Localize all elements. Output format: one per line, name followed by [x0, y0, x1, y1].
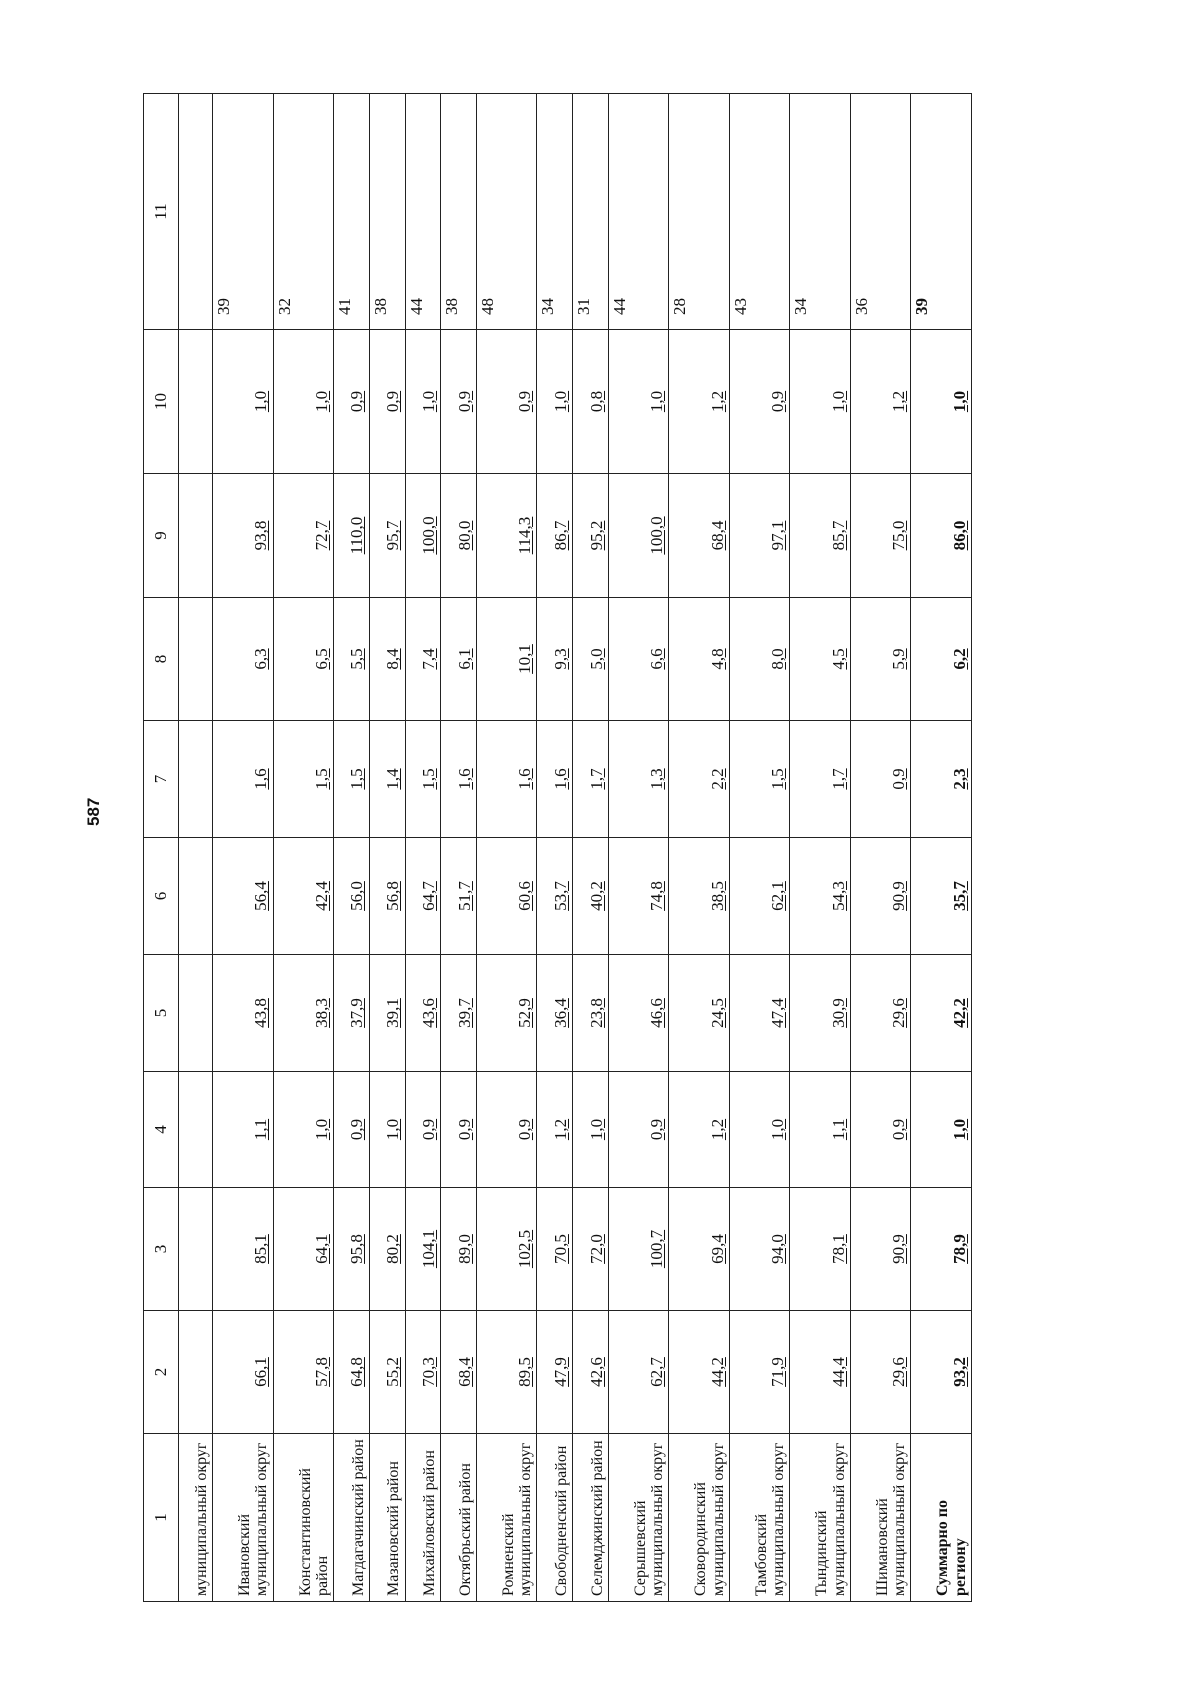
value-cell: 100,0	[608, 474, 668, 598]
column-header: 7	[144, 721, 179, 838]
value-cell: 94,0	[729, 1188, 789, 1311]
value-cell: 48	[476, 94, 536, 330]
district-name-cell: Шимановский муниципальный округ	[850, 1434, 910, 1602]
value-cell: 0,9	[729, 330, 789, 474]
value-cell: 90,9	[850, 1188, 910, 1311]
value-cell: 70,5	[537, 1188, 573, 1311]
value-cell: 90,9	[850, 838, 910, 955]
value-cell: 93,8	[213, 474, 273, 598]
value-cell: 110,0	[334, 474, 370, 598]
value-cell: 0,9	[476, 330, 536, 474]
value-cell: 1,0	[273, 330, 333, 474]
value-cell: 9,3	[537, 598, 573, 721]
value-cell: 1,5	[334, 721, 370, 838]
value-cell: 1,2	[537, 1072, 573, 1188]
value-cell: 8,4	[369, 598, 405, 721]
table-row	[476, 94, 536, 1602]
column-header: 3	[144, 1188, 179, 1311]
value-cell: 36,4	[537, 955, 573, 1072]
table-row	[334, 94, 370, 1602]
value-cell	[179, 94, 213, 330]
value-cell: 23,8	[573, 955, 609, 1072]
district-name-cell: Мазановский район	[369, 1434, 405, 1602]
value-cell: 30,9	[790, 955, 850, 1072]
value-cell: 7,4	[405, 598, 441, 721]
district-name-cell: Тындинский муниципальный округ	[790, 1434, 850, 1602]
value-cell: 42,2	[911, 955, 972, 1072]
value-cell	[179, 1311, 213, 1434]
value-cell	[179, 838, 213, 955]
value-cell: 4,8	[669, 598, 729, 721]
value-cell: 1,1	[213, 1072, 273, 1188]
value-cell: 47,4	[729, 955, 789, 1072]
district-name-cell: Ромненский муниципальный округ	[476, 1434, 536, 1602]
value-cell: 95,7	[369, 474, 405, 598]
value-cell: 8,0	[729, 598, 789, 721]
value-cell: 6,5	[273, 598, 333, 721]
value-cell: 62,1	[729, 838, 789, 955]
value-cell: 6,1	[441, 598, 477, 721]
value-cell: 102,5	[476, 1188, 536, 1311]
value-cell: 1,0	[573, 1072, 609, 1188]
value-cell: 0,8	[573, 330, 609, 474]
column-header: 9	[144, 474, 179, 598]
value-cell: 56,0	[334, 838, 370, 955]
table-row	[790, 94, 850, 1602]
value-cell: 1,2	[850, 330, 910, 474]
total-row	[911, 94, 972, 1602]
value-cell: 42,6	[573, 1311, 609, 1434]
value-cell: 80,2	[369, 1188, 405, 1311]
value-cell: 1,6	[213, 721, 273, 838]
value-cell: 89,0	[441, 1188, 477, 1311]
value-cell: 1,0	[608, 330, 668, 474]
value-cell: 38	[441, 94, 477, 330]
value-cell: 95,8	[334, 1188, 370, 1311]
value-cell: 6,3	[213, 598, 273, 721]
table-row	[608, 94, 668, 1602]
value-cell: 1,0	[790, 330, 850, 474]
column-header: 5	[144, 955, 179, 1072]
value-cell: 53,7	[537, 838, 573, 955]
table-row	[213, 94, 273, 1602]
table-row	[850, 94, 910, 1602]
value-cell: 1,2	[669, 1072, 729, 1188]
value-cell: 1,4	[369, 721, 405, 838]
value-cell: 5,9	[850, 598, 910, 721]
value-cell: 85,1	[213, 1188, 273, 1311]
value-cell: 68,4	[669, 474, 729, 598]
value-cell: 86,0	[911, 474, 972, 598]
value-cell: 46,6	[608, 955, 668, 1072]
value-cell: 31	[573, 94, 609, 330]
value-cell: 1,0	[729, 1072, 789, 1188]
value-cell: 86,7	[537, 474, 573, 598]
value-cell: 39,7	[441, 955, 477, 1072]
value-cell: 1,6	[537, 721, 573, 838]
value-cell: 78,1	[790, 1188, 850, 1311]
value-cell: 1,5	[273, 721, 333, 838]
value-cell: 0,9	[369, 330, 405, 474]
value-cell: 6,6	[608, 598, 668, 721]
value-cell: 10,1	[476, 598, 536, 721]
value-cell: 6,2	[911, 598, 972, 721]
value-cell: 39	[213, 94, 273, 330]
value-cell: 0,9	[405, 1072, 441, 1188]
value-cell: 42,4	[273, 838, 333, 955]
value-cell: 69,4	[669, 1188, 729, 1311]
value-cell: 1,5	[405, 721, 441, 838]
value-cell: 1,7	[573, 721, 609, 838]
column-header: 2	[144, 1311, 179, 1434]
value-cell: 44	[405, 94, 441, 330]
column-header: 6	[144, 838, 179, 955]
value-cell: 34	[537, 94, 573, 330]
value-cell: 0,9	[608, 1072, 668, 1188]
value-cell: 0,9	[850, 721, 910, 838]
value-cell: 0,9	[441, 1072, 477, 1188]
value-cell: 1,7	[790, 721, 850, 838]
value-cell: 43,8	[213, 955, 273, 1072]
district-name-cell: Ивановский муниципальный округ	[213, 1434, 273, 1602]
table-row	[729, 94, 789, 1602]
value-cell: 97,1	[729, 474, 789, 598]
district-name-cell: Михайловский район	[405, 1434, 441, 1602]
value-cell: 43,6	[405, 955, 441, 1072]
value-cell: 89,5	[476, 1311, 536, 1434]
value-cell: 44,2	[669, 1311, 729, 1434]
value-cell: 75,0	[850, 474, 910, 598]
value-cell: 1,0	[911, 330, 972, 474]
value-cell: 0,9	[476, 1072, 536, 1188]
value-cell: 57,8	[273, 1311, 333, 1434]
value-cell: 1,6	[441, 721, 477, 838]
value-cell: 80,0	[441, 474, 477, 598]
value-cell: 37,9	[334, 955, 370, 1072]
value-cell: 93,2	[911, 1311, 972, 1434]
table-body	[179, 94, 972, 1602]
data-table	[143, 93, 972, 1602]
table-row	[179, 94, 213, 1602]
value-cell: 2,3	[911, 721, 972, 838]
value-cell	[179, 1188, 213, 1311]
value-cell: 39	[911, 94, 972, 330]
value-cell: 55,2	[369, 1311, 405, 1434]
district-name-cell: Октябрьский район	[441, 1434, 477, 1602]
value-cell: 24,5	[669, 955, 729, 1072]
value-cell: 85,7	[790, 474, 850, 598]
value-cell: 40,2	[573, 838, 609, 955]
value-cell: 2,2	[669, 721, 729, 838]
district-name-cell: Серышевский муниципальный округ	[608, 1434, 668, 1602]
value-cell: 68,4	[441, 1311, 477, 1434]
table-row	[537, 94, 573, 1602]
value-cell: 56,8	[369, 838, 405, 955]
district-name-cell: Свободненский район	[537, 1434, 573, 1602]
value-cell: 95,2	[573, 474, 609, 598]
value-cell: 52,9	[476, 955, 536, 1072]
value-cell: 71,9	[729, 1311, 789, 1434]
table-row	[573, 94, 609, 1602]
table-row	[273, 94, 333, 1602]
value-cell	[179, 474, 213, 598]
value-cell: 4,5	[790, 598, 850, 721]
value-cell: 1,0	[369, 1072, 405, 1188]
value-cell: 72,0	[573, 1188, 609, 1311]
value-cell: 38,5	[669, 838, 729, 955]
value-cell: 44,4	[790, 1311, 850, 1434]
column-header: 4	[144, 1072, 179, 1188]
column-header: 10	[144, 330, 179, 474]
value-cell: 1,2	[669, 330, 729, 474]
value-cell: 5,0	[573, 598, 609, 721]
value-cell: 100,7	[608, 1188, 668, 1311]
header-row	[144, 94, 179, 1602]
district-name-cell: Магдагачинский район	[334, 1434, 370, 1602]
district-name-cell: Константиновский район	[273, 1434, 333, 1602]
value-cell: 29,6	[850, 955, 910, 1072]
value-cell: 64,7	[405, 838, 441, 955]
value-cell: 41	[334, 94, 370, 330]
value-cell: 56,4	[213, 838, 273, 955]
value-cell: 29,6	[850, 1311, 910, 1434]
column-header: 1	[144, 1434, 179, 1602]
column-header: 8	[144, 598, 179, 721]
district-name-cell: Тамбовский муниципальный округ	[729, 1434, 789, 1602]
table-row	[405, 94, 441, 1602]
table-row	[369, 94, 405, 1602]
value-cell: 39,1	[369, 955, 405, 1072]
value-cell: 35,7	[911, 838, 972, 955]
value-cell: 36	[850, 94, 910, 330]
value-cell: 34	[790, 94, 850, 330]
value-cell: 47,9	[537, 1311, 573, 1434]
value-cell: 51,7	[441, 838, 477, 955]
page-number: 587	[84, 797, 103, 826]
district-name-cell: муниципальный округ	[179, 1434, 213, 1602]
value-cell	[179, 330, 213, 474]
value-cell: 60,6	[476, 838, 536, 955]
data-table-rotated	[143, 94, 972, 1602]
value-cell: 66,1	[213, 1311, 273, 1434]
value-cell: 1,0	[405, 330, 441, 474]
value-cell: 1,0	[537, 330, 573, 474]
value-cell: 28	[669, 94, 729, 330]
value-cell: 0,9	[850, 1072, 910, 1188]
value-cell: 64,1	[273, 1188, 333, 1311]
value-cell: 100,0	[405, 474, 441, 598]
value-cell: 43	[729, 94, 789, 330]
value-cell: 1,0	[273, 1072, 333, 1188]
value-cell: 0,9	[334, 330, 370, 474]
value-cell: 0,9	[441, 330, 477, 474]
value-cell: 38,3	[273, 955, 333, 1072]
value-cell: 1,5	[729, 721, 789, 838]
value-cell: 1,6	[476, 721, 536, 838]
value-cell: 62,7	[608, 1311, 668, 1434]
value-cell	[179, 955, 213, 1072]
district-name-cell: Сковородинский муниципальный округ	[669, 1434, 729, 1602]
value-cell: 1,0	[213, 330, 273, 474]
value-cell: 74,8	[608, 838, 668, 955]
value-cell: 5,5	[334, 598, 370, 721]
value-cell: 104,1	[405, 1188, 441, 1311]
value-cell	[179, 598, 213, 721]
value-cell: 70,3	[405, 1311, 441, 1434]
column-header: 11	[144, 94, 179, 330]
value-cell: 38	[369, 94, 405, 330]
district-name-cell: Суммарно по региону	[911, 1434, 972, 1602]
value-cell: 1,1	[790, 1072, 850, 1188]
district-name-cell: Селемджинский район	[573, 1434, 609, 1602]
value-cell: 54,3	[790, 838, 850, 955]
value-cell: 44	[608, 94, 668, 330]
value-cell	[179, 1072, 213, 1188]
value-cell: 1,0	[911, 1072, 972, 1188]
table-row	[669, 94, 729, 1602]
table-row	[441, 94, 477, 1602]
value-cell: 32	[273, 94, 333, 330]
value-cell: 72,7	[273, 474, 333, 598]
value-cell: 0,9	[334, 1072, 370, 1188]
value-cell: 114,3	[476, 474, 536, 598]
value-cell	[179, 721, 213, 838]
value-cell: 78,9	[911, 1188, 972, 1311]
value-cell: 64,8	[334, 1311, 370, 1434]
value-cell: 1,3	[608, 721, 668, 838]
